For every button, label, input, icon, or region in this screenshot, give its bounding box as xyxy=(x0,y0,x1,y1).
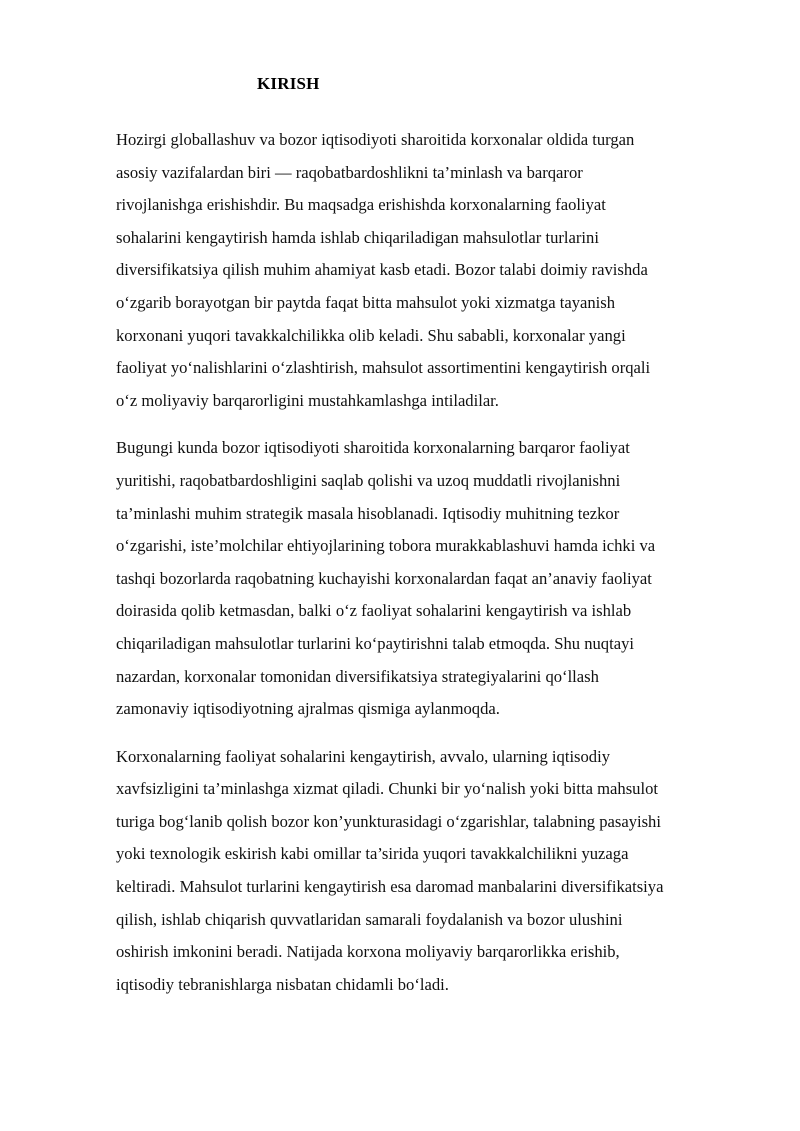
text-line: keltiradi. Mahsulot turlarini kengaytirish esa daromad manbalarini diversifikatsiya xyxy=(116,877,664,897)
paragraph-3 xyxy=(116,741,748,1002)
paragraph-2 xyxy=(116,432,748,725)
text-line: iqtisodiy tebranishlarga nisbatan chidamli bo‘ladi. xyxy=(116,974,449,994)
text-line: chiqariladigan mahsulotlar turlarini ko‘paytirishni talab etmoqda. Shu nuqtayi xyxy=(116,633,634,653)
text-line: faoliyat yo‘nalishlarini o‘zlashtirish, mahsulot assortimentini kengaytirish orqali xyxy=(116,358,651,378)
text-line: yuritishi, raqobatbardoshligini saqlab qolishi va uzoq muddatli rivojlanishni xyxy=(116,470,621,490)
text-line: zamonaviy iqtisodiyotning ajralmas qismiga aylanmoqda. xyxy=(116,699,500,719)
text-line: ta’minlashi muhim strategik masala hisoblanadi. Iqtisodiy muhitning tezkor xyxy=(116,503,620,523)
text-line: Hozirgi globallashuv va bozor iqtisodiyoti sharoitida korxonalar oldida turgan xyxy=(116,130,635,149)
text-line: yoki texnologik eskirish kabi omillar ta’sirida yuqori tavakkalchilikni yuzaga xyxy=(116,844,629,864)
text-line: korxonani yuqori tavakkalchilikka olib keladi. Shu sababli, korxonalar yangi xyxy=(116,325,626,345)
body-text xyxy=(116,124,748,1016)
text-line: qilish, ishlab chiqarish quvvatlaridan samarali foydalanish va bozor ulushini xyxy=(116,909,623,929)
text-line: tashqi bozorlarda raqobatning kuchayishi korxonalardan faqat an’anaviy faoliyat xyxy=(116,568,652,588)
section-heading: KIRISH xyxy=(257,74,320,93)
text-line: Bugungi kunda bozor iqtisodiyoti sharoitida korxonalarning barqaror faoliyat xyxy=(116,438,630,458)
text-line: asosiy vazifalardan biri — raqobatbardoshlikni ta’minlash va barqaror xyxy=(116,162,583,182)
text-line: nazardan, korxonalar tomonidan diversifikatsiya strategiyalarini qo‘llash xyxy=(116,666,599,686)
text-line: rivojlanishga erishishdir. Bu maqsadga erishishda korxonalarning faoliyat xyxy=(116,195,606,215)
text-line: o‘zgarishi, iste’molchilar ehtiyojlarining tobora murakkablashuvi hamda ichki va xyxy=(116,536,656,556)
text-line: sohalarini kengaytirish hamda ishlab chiqariladigan mahsulotlar turlarini xyxy=(116,227,599,247)
text-line: diversifikatsiya qilish muhim ahamiyat kasb etadi. Bozor talabi doimiy ravishda xyxy=(116,260,648,280)
text-line: turiga bog‘lanib qolish bozor kon’yunkturasidagi o‘zgarishlar, talabning pasayishi xyxy=(116,811,661,831)
text-line: doirasida qolib ketmasdan, balki o‘z faoliyat sohalarini kengaytirish va ishlab xyxy=(116,601,632,621)
text-line: Korxonalarning faoliyat sohalarini kengaytirish, avvalo, ularning iqtisodiy xyxy=(116,746,611,766)
text-line: oshirish imkonini beradi. Natijada korxona moliyaviy barqarorlikka erishib, xyxy=(116,942,620,962)
paragraph-1 xyxy=(116,124,748,417)
text-line: o‘zgarib borayotgan bir paytda faqat bitta mahsulot yoki xizmatga tayanish xyxy=(116,292,616,312)
text-line: o‘z moliyaviy barqarorligini mustahkamlashga intiladilar. xyxy=(116,390,499,410)
text-line: xavfsizligini ta’minlashga xizmat qiladi. Chunki bir yo‘nalish yoki bitta mahsulot xyxy=(116,779,658,799)
